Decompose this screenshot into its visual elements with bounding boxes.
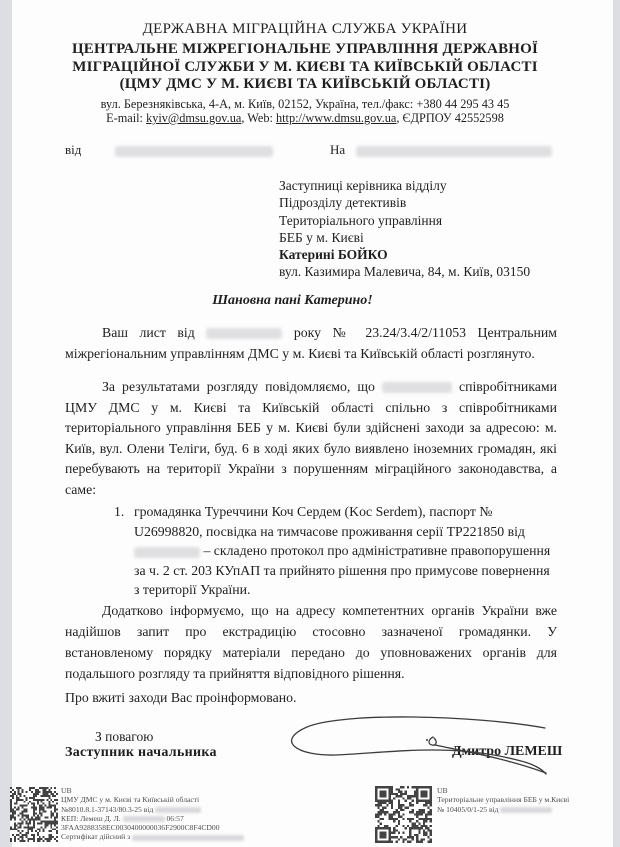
web-link[interactable]: http://www.dmsu.gov.ua [275, 111, 397, 125]
letterhead [40, 21, 570, 126]
paragraph-text: За результатами розгляду повідомляємо, що [102, 379, 375, 394]
edrpou-code: , ЄДРПОУ 42552598 [396, 111, 504, 125]
reference-row [65, 142, 557, 158]
ref-from-label: від [65, 142, 82, 157]
email-label: E-mail: [106, 111, 143, 125]
addressee-address: вул. Казимира Малевича, 84, м. Київ, 03150 [279, 264, 531, 280]
paragraph-text: року № 23.24/3.4/2/11053 Центральним міжрегіональним управлінням ДМС у м. Києві та Київській області розглянуто. [65, 325, 558, 361]
addressee-name: Катерині БОЙКО [279, 247, 388, 263]
paragraph-text: громадянка Туреччини Коч Сердем (Koc Serdem), паспорт № U26998820, посвідка на тимчасове проживання серії ТР221850 від [134, 504, 525, 539]
stamp-beb [437, 786, 569, 814]
body-paragraph-2 [65, 377, 557, 501]
list-item-text [134, 502, 558, 600]
redaction-outgoing-ref [115, 146, 273, 157]
redaction-cert-dates [132, 835, 244, 841]
redaction-sign-date [123, 816, 165, 822]
org-contacts [40, 111, 570, 126]
list-number: 1. [114, 504, 125, 519]
org-name-line1: ЦЕНТРАЛЬНЕ МІЖРЕГІОНАЛЬНЕ УПРАВЛІННЯ ДЕРЖАВНОЇ [71, 41, 539, 57]
stamp-text: №8010.8.1-37143/80.3-25 від [61, 804, 154, 814]
stamp-code: UB [437, 786, 448, 795]
web-label: Web: [247, 111, 273, 125]
stamp-text: Сертифікат дійсний з [61, 832, 131, 842]
stamp-org: ЦМУ ДМС у м. Києві та Київській області [61, 795, 200, 805]
ref-to [330, 142, 552, 158]
stamp-dms [61, 786, 244, 842]
paragraph-text: – складено протокол про адміністративне правопорушення за ч. 2 ст. 203 КУпАП та прийнято рішення про примусове повернення з території України. [134, 543, 551, 598]
org-name-line2: МІГРАЦІЙНОЇ СЛУЖБИ У М. КИЄВІ ТА КИЇВСЬКІЙ ОБЛАСТІ [72, 58, 538, 75]
closing-regards: З повагою [95, 729, 154, 744]
paragraph-text: Ваш лист від [102, 325, 195, 340]
signer-name: Дмитро ЛЕМЕШ [452, 744, 563, 759]
org-short-name: (ЦМУ ДМС У М. КИЄВІ ТА КИЇВСЬКІЙ ОБЛАСТІ) [119, 76, 491, 92]
stamp-key-id: 3FAA9288358EC0030400000036F2900C8F4CD00 [61, 823, 220, 833]
list-item-1 [114, 502, 558, 600]
stamp-cert-validity [61, 832, 244, 841]
org-address: вул. Березняківська, 4-А, м. Київ, 02152, Україна, тел./факс: +380 44 295 43 45 [100, 96, 510, 111]
body-paragraph-4: Про вжиті заходи Вас проінформовано. [65, 690, 297, 705]
body-paragraph-3: Додатково інформуємо, що на адресу компетентних органів України вже надійшов запит про екстрадицію стосовно зазначеної громадянки. У встановленому порядку матеріали передано до уповноважених органів для подальшого розгляду та прийняття відповідного рішення. [65, 603, 557, 681]
redaction-letter-date [206, 328, 282, 339]
handwritten-signature [283, 714, 555, 780]
addressee-line: Заступниці керівника відділу [279, 178, 447, 193]
stamp-text: КЕП: Лемеш Д. Л. [61, 813, 121, 823]
stamp-org: Територіальне управління БЕБ у м.Києві [437, 795, 570, 805]
redaction-stamp-date [500, 807, 552, 813]
salutation: Шановна пані Катерино! [212, 293, 373, 308]
redaction-stamp-date [155, 807, 201, 813]
stamp-doc-number [437, 805, 569, 814]
qr-code-beb [375, 786, 432, 843]
stamp-code: UB [61, 786, 72, 795]
body-paragraph-1 [65, 323, 557, 364]
signer-title: Заступник начальника [65, 745, 217, 760]
email-link[interactable]: kyiv@dmsu.gov.ua [146, 111, 242, 125]
stamp-doc-number [61, 805, 244, 814]
ref-to-label: На [330, 142, 346, 157]
separator: , [241, 111, 248, 125]
stamp-signer [61, 814, 244, 823]
addressee-line: БЕБ у м. Києві [279, 229, 364, 245]
scan-edge-left [0, 0, 12, 847]
paragraph-text: співробітниками ЦМУ ДМС у м. Києві та Київській області спільно з співробітниками територіального управління БЕБ у м. Києві були здійснені заходи за адресою: м. Київ, вул. Олени Теліги, буд. 6 в ході яких було виявлено іноземних громадян, які перебувають на території України з порушенням міграційного законодавства, а саме: [65, 379, 557, 497]
stamp-text: № 10405/0/1-25 від [437, 804, 499, 814]
redaction-incoming-ref [356, 146, 552, 157]
qr-code-dms [10, 787, 58, 842]
stamp-text: 06:57 [166, 813, 184, 823]
agency-name: ДЕРЖАВНА МІГРАЦІЙНА СЛУЖБА УКРАЇНИ [142, 21, 468, 37]
redaction-date [382, 382, 452, 393]
addressee-block [279, 177, 530, 281]
redaction-permit-date [134, 547, 200, 558]
scan-edge-right [613, 0, 620, 847]
addressee-line: Підрозділу детективів [279, 195, 407, 211]
addressee-line: Територіального управління [279, 212, 443, 228]
